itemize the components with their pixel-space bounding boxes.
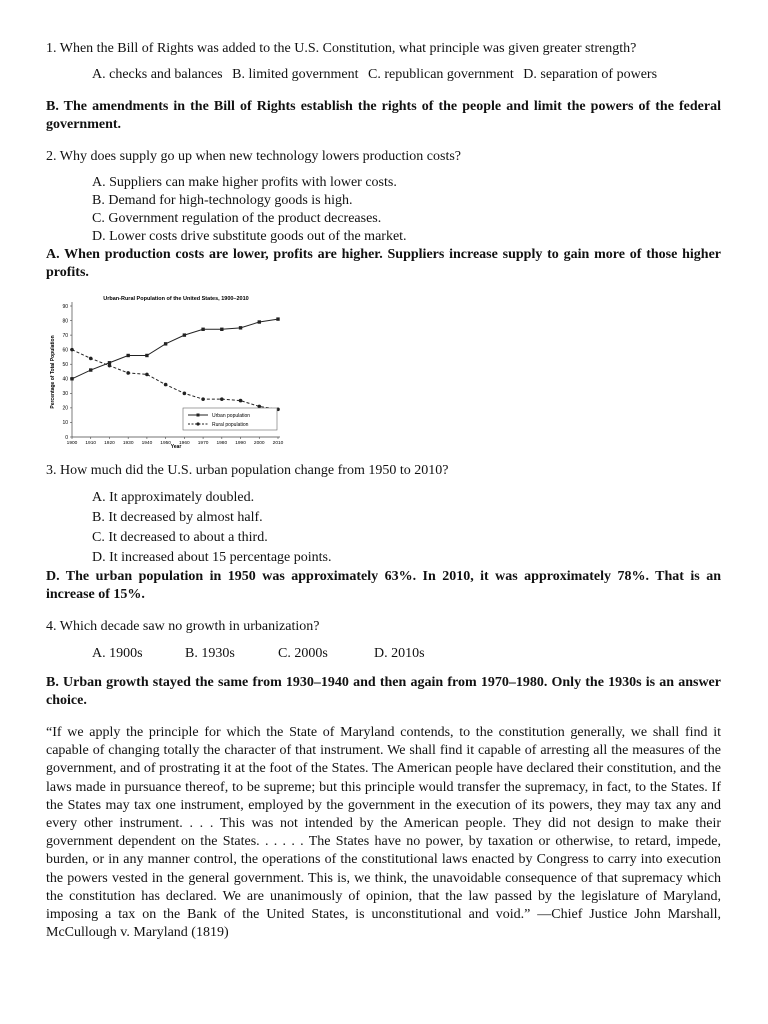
urban-data-point [258, 320, 261, 323]
chart-x-tick-label: 1990 [235, 441, 246, 446]
rural-data-point [108, 364, 112, 368]
chart-y-tick-label: 70 [62, 332, 68, 339]
q4-option-a: A. 1900s [92, 646, 143, 661]
rural-data-point [145, 373, 149, 377]
chart-title: Urban-Rural Population of the United States, 1900–2010 [103, 296, 249, 302]
chart-y-tick-label: 0 [65, 434, 68, 441]
q1-option-a: A. checks and balances [92, 67, 223, 82]
chart-legend [183, 408, 277, 430]
urban-data-point [164, 342, 167, 345]
urban-data-point [126, 354, 129, 357]
q2-option-b: B. Demand for high-technology goods is high. [92, 193, 353, 208]
answer-1: B. The amendments in the Bill of Rights establish the rights of the people and limit the powers of the federal government. [46, 99, 721, 132]
q3-option-d: D. It increased about 15 percentage points. [92, 550, 332, 565]
q3-option-a: A. It approximately doubled. [92, 490, 255, 505]
q1-option-c: C. republican government [367, 67, 514, 82]
q2-option-a: A. Suppliers can make higher profits with lower costs. [92, 175, 397, 190]
q1-option-d: D. separation of powers [523, 67, 658, 82]
rural-data-point [70, 348, 74, 352]
chart-y-tick-label: 80 [62, 318, 68, 325]
chart-y-tick-label: 30 [62, 391, 68, 398]
rural-data-point [201, 397, 205, 401]
chart-x-axis-label: Year [170, 444, 182, 450]
chart-x-tick-label: 2010 [272, 441, 284, 446]
question-3: 3. How much did the U.S. urban population change from 1950 to 2010? [46, 463, 449, 478]
q1-option-b: B. limited government [232, 67, 359, 82]
chart-y-tick-label: 40 [62, 376, 68, 383]
chart-x-tick-label: 1910 [85, 441, 97, 446]
legend-urban-label: Urban population [212, 413, 251, 419]
answer-2: A. When production costs are lower, profits are higher. Suppliers increase supply to gain more of those higher profits. [46, 247, 721, 280]
question-4: 4. Which decade saw no growth in urbanization? [46, 619, 320, 634]
rural-data-point [220, 397, 224, 401]
q4-option-d: D. 2010s [374, 646, 425, 661]
answer-3: D. The urban population in 1950 was approximately 63%. In 2010, it was approximately 78%. That is an increase of 15%. [46, 569, 721, 602]
chart-x-tick-label: 1950 [160, 441, 171, 446]
chart-y-tick-label: 90 [62, 303, 68, 310]
question-2-options [92, 174, 721, 246]
chart-y-tick-label: 60 [62, 347, 68, 354]
urban-data-point [201, 328, 204, 331]
q4-option-b: B. 1930s [185, 646, 235, 661]
legend-rural-label: Rural population [212, 422, 249, 428]
rural-data-point [257, 405, 261, 409]
rural-data-point [183, 392, 187, 396]
chart-x-tick-label: 1920 [104, 441, 115, 446]
rural-data-point [239, 399, 243, 403]
legend-urban-marker [197, 414, 200, 417]
urban-data-point [70, 377, 73, 380]
marshall-quote: “If we apply the principle for which the State of Maryland contends, to the constitution generally, we shall find it capable of changing totally the character of that instrument. We shall find it capable of arresting all the measures of the government, and of prostrating it at the foot of the States. The American people have declared their constitution, and the laws made in pursuance thereof, to be supreme; but this principle would transfer the supremacy, in fact, to the States. If the States may tax one instrument, employed by the government in the execution of its powers, they may tax any and every other instrument. . . . This was not intended by the American people. They did not design to make their government dependent on the States. . . . . . The States have no power, by taxation or otherwise, to retard, impede, burden, or in any manner control, the operations of the constitutional laws enacted by Congress to carry into execution the powers vested in the general government. This is, we think, the unavoidable consequence of that supremacy which the constitution has declared. We are unanimously of opinion, that the law passed by the legislature of Maryland, imposing a tax on the Bank of the United States, is unconstitutional and void.” —Chief Justice John Marshall, McCullough v. Maryland (1819) [46, 725, 721, 941]
question-1-options [92, 66, 721, 84]
answer-4: B. Urban growth stayed the same from 1930–1940 and then again from 1970–1980. Only the 1930s is an answer choice. [46, 675, 721, 708]
q2-option-c: C. Government regulation of the product decreases. [92, 211, 382, 226]
chart-x-tick-label: 2000 [253, 441, 265, 446]
question-3-options [92, 488, 721, 568]
urban-data-point [145, 354, 148, 357]
urban-data-point [183, 333, 186, 336]
rural-series-line [72, 350, 278, 410]
rural-data-point [126, 371, 130, 375]
question-1: 1. When the Bill of Rights was added to the U.S. Constitution, what principle was given greater strength? [46, 41, 637, 56]
rural-data-point [164, 383, 168, 387]
chart-y-tick-label: 10 [62, 420, 68, 427]
urban-data-point [239, 326, 242, 329]
q3-option-b: B. It decreased by almost half. [92, 510, 263, 525]
chart-x-tick-label: 1980 [216, 441, 228, 446]
question-2: 2. Why does supply go up when new technology lowers production costs? [46, 149, 462, 164]
chart-x-tick-label: 1970 [197, 441, 209, 446]
chart-x-tick-label: 1960 [179, 441, 190, 446]
q3-option-c: C. It decreased to about a third. [92, 530, 268, 545]
chart-x-tick-label: 1930 [122, 441, 134, 446]
q2-option-d: D. Lower costs drive substitute goods out of the market. [92, 229, 407, 244]
rural-data-point [89, 357, 93, 361]
urban-data-point [276, 317, 279, 320]
worksheet-page [46, 40, 721, 942]
chart-x-tick-label: 1900 [66, 441, 78, 446]
urban-data-point [89, 368, 92, 371]
q4-option-c: C. 2000s [278, 646, 328, 661]
urban-series-line [72, 319, 278, 379]
urban-rural-chart [46, 292, 286, 452]
urban-data-point [220, 328, 223, 331]
legend-rural-marker [196, 422, 199, 425]
chart-y-tick-label: 50 [62, 362, 68, 369]
chart-y-axis-label: Percentage of Total Population [50, 335, 56, 409]
question-4-options [92, 646, 721, 662]
chart-marks [70, 317, 280, 411]
chart-x-tick-label: 1940 [141, 441, 153, 446]
chart-y-tick-label: 20 [62, 405, 68, 412]
chart-svg [46, 292, 286, 452]
